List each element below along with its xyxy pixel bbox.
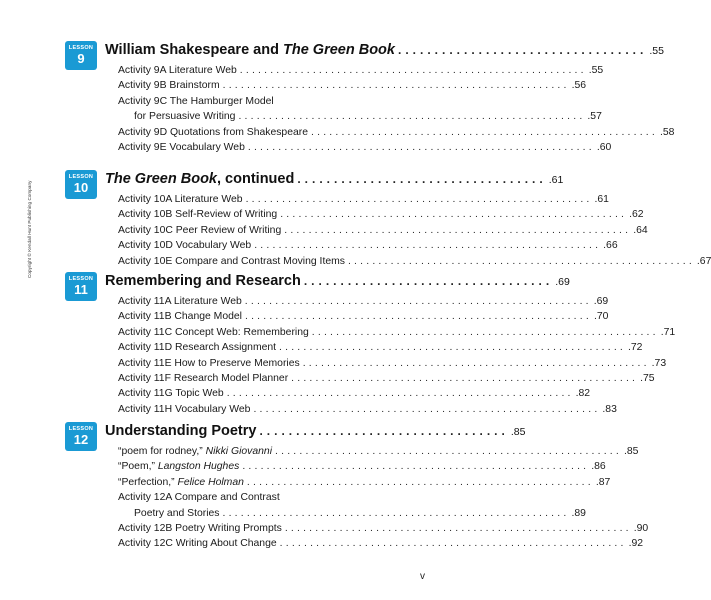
list-item: Activity 11B Change Model ......................................................... .70	[118, 309, 425, 324]
list-item: Activity 11G Topic Web ......................................................... .82	[118, 386, 425, 401]
list-item: “Perfection,” Felice Holman ......................................................... .87	[118, 475, 425, 490]
poem-author: Felice Holman	[177, 476, 244, 488]
list-item: Activity 9B Brainstorm ......................................................... .56	[118, 78, 425, 93]
lesson-badge	[65, 41, 97, 70]
lesson-badge-word: LESSON	[68, 426, 94, 432]
lesson-title	[105, 423, 526, 439]
lesson-number: 9	[77, 51, 85, 66]
list-item: Activity 9E Vocabulary Web ......................................................... .60	[118, 140, 425, 155]
list-item: Activity 12B Poetry Writing Prompts ......................................................... .90	[118, 521, 425, 536]
dot-leader: ..................................	[303, 274, 554, 288]
lesson-title-text: William Shakespeare and	[105, 42, 283, 58]
list-item: Activity 9D Quotations from Shakespeare ......................................................... .58	[118, 125, 425, 140]
activity-list	[118, 444, 649, 552]
list-item: Activity 10B Self-Review of Writing ......................................................... .62	[118, 207, 425, 222]
list-item: “poem for rodney,” Nikki Giovanni ......................................................... .85	[118, 444, 425, 459]
dot-leader: .........................................................	[226, 388, 574, 400]
list-item: Activity 10D Vocabulary Web ......................................................... .66	[118, 238, 425, 253]
dot-leader: ..................................	[297, 172, 547, 186]
dot-leader: .........................................................	[238, 111, 586, 123]
lesson-badge-word: LESSON	[68, 276, 94, 282]
dot-leader: .........................................................	[302, 357, 650, 369]
activity-list	[118, 294, 676, 417]
dot-leader: .........................................................	[244, 296, 592, 307]
poem-author: Nikki Giovanni	[205, 446, 273, 457]
list-item: Activity 9A Literature Web ......................................................... .55	[118, 63, 425, 78]
dot-leader: .........................................................	[222, 507, 570, 519]
list-item: Activity 9C The Hamburger Model	[118, 95, 274, 107]
list-item-continued: for Persuasive Writing ......................................................... .57	[118, 109, 425, 124]
dot-leader: .........................................................	[254, 240, 602, 252]
page-number: v	[420, 571, 425, 582]
lesson-badge	[65, 422, 97, 451]
dot-leader: .........................................................	[284, 522, 632, 534]
list-item-continued: Poetry and Stories ......................................................... .89	[118, 506, 425, 521]
lesson-badge-word: LESSON	[68, 174, 94, 180]
lesson-title-text: Understanding Poetry	[105, 423, 257, 439]
dot-leader: .........................................................	[239, 65, 587, 76]
lesson-badge	[65, 170, 97, 199]
dot-leader: .........................................................	[247, 141, 595, 153]
lesson-number: 12	[73, 432, 89, 447]
dot-leader: .........................................................	[311, 326, 659, 338]
list-item: Activity 10A Literature Web ......................................................... .61	[118, 192, 425, 207]
dot-leader: .........................................................	[279, 342, 626, 354]
dot-leader: ..................................	[397, 43, 648, 57]
lesson-page: .69	[555, 276, 570, 288]
list-item: Activity 11D Research Assignment ......................................................... .72	[118, 340, 425, 355]
dot-leader: .........................................................	[280, 209, 628, 221]
dot-leader: .........................................................	[246, 476, 594, 488]
dot-leader: .........................................................	[284, 224, 632, 236]
list-item: Activity 11H Vocabulary Web ......................................................... .83	[118, 402, 425, 417]
lesson-page: .55	[649, 45, 664, 57]
list-item: Activity 11C Concept Web: Remembering ......................................................... .71	[118, 325, 425, 340]
dot-leader: .........................................................	[253, 403, 601, 415]
dot-leader: .........................................................	[242, 461, 590, 473]
list-item: Activity 12A Compare and Contrast	[118, 492, 280, 504]
list-item: Activity 11F Research Model Planner ......................................................... .75	[118, 371, 425, 386]
dot-leader: .........................................................	[244, 311, 592, 323]
lesson-title-text: Remembering and Research	[105, 273, 301, 289]
dot-leader: .........................................................	[311, 126, 658, 138]
activity-list	[118, 63, 675, 155]
list-item: Activity 10C Peer Review of Writing ......................................................... .64	[118, 223, 425, 238]
lesson-title-text: , continued	[217, 171, 295, 187]
lesson-page: .85	[510, 426, 526, 438]
dot-leader: .........................................................	[222, 80, 570, 92]
lesson-title	[105, 273, 570, 289]
list-item: “Poem,” Langston Hughes ......................................................... .86	[118, 459, 425, 474]
activity-list	[118, 192, 711, 269]
list-item: Activity 11E How to Preserve Memories ......................................................... .73	[118, 356, 425, 371]
lesson-title	[105, 42, 664, 58]
copyright-notice: Copyright © Kendall Hunt Publishing Company	[27, 180, 32, 278]
lesson-title-italic: The Green Book	[105, 171, 217, 187]
lesson-number: 11	[74, 282, 88, 297]
lesson-badge-word: LESSON	[68, 45, 94, 51]
dot-leader: .........................................................	[279, 538, 627, 550]
poem-author: Langston Hughes	[157, 461, 240, 473]
lesson-title-italic: The Green Book	[282, 42, 395, 58]
list-item: Activity 12C Writing About Change ......................................................... .92	[118, 536, 425, 551]
dot-leader: .........................................................	[245, 194, 593, 205]
dot-leader: ..................................	[259, 424, 509, 438]
dot-leader: .........................................................	[291, 372, 639, 384]
list-item: Activity 10E Compare and Contrast Moving Items ......................................................... .67	[118, 254, 425, 269]
lesson-number: 10	[73, 180, 89, 195]
dot-leader: .........................................................	[347, 255, 695, 267]
lesson-title	[105, 171, 564, 187]
dot-leader: .........................................................	[275, 446, 622, 457]
lesson-page: .61	[548, 174, 564, 186]
lesson-badge	[65, 272, 97, 301]
list-item: Activity 11A Literature Web ......................................................... .69	[118, 294, 425, 309]
